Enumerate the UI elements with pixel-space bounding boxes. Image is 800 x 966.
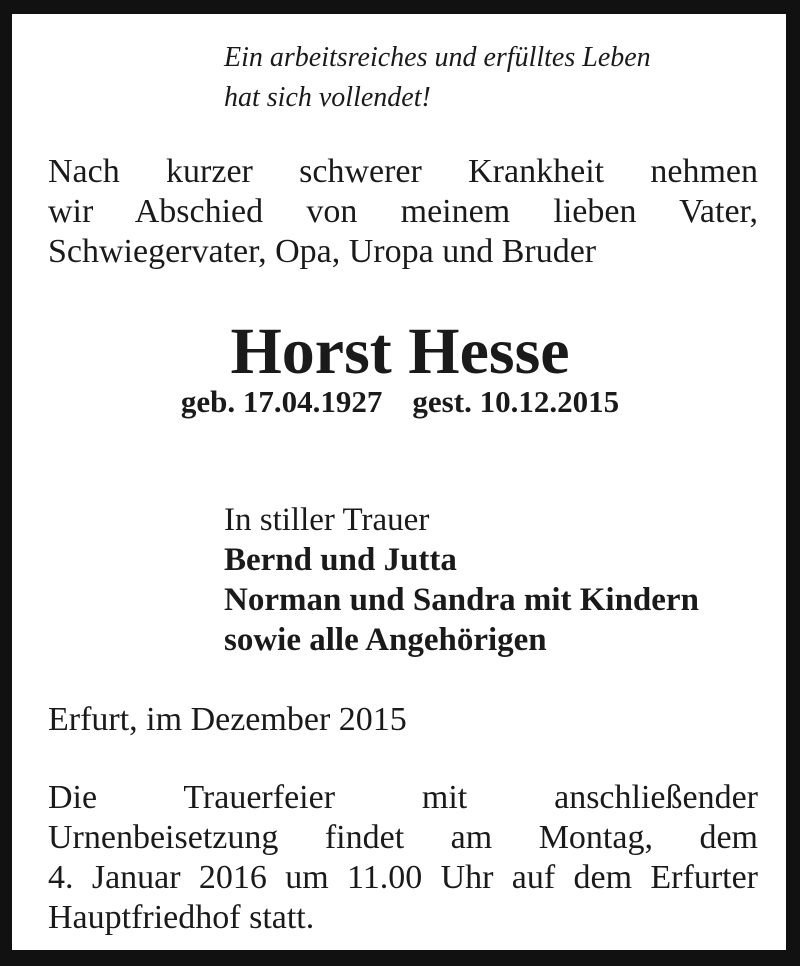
funeral-line: Urnenbeisetzung findet am Montag, dem	[48, 819, 758, 856]
birth-date: geb. 17.04.1927	[180, 384, 383, 419]
intro-line: wir Abschied von meinem lieben Vater,	[48, 193, 758, 230]
funeral-line: Hauptfriedhof statt.	[48, 899, 315, 936]
deceased-name: Horst Hesse	[230, 315, 570, 388]
motto-line: hat sich vollendet!	[224, 82, 431, 113]
mourning-phrase: In stiller Trauer	[224, 502, 430, 538]
signer-line: Norman und Sandra mit Kindern	[224, 582, 699, 618]
funeral-line: Die Trauerfeier mit anschließender	[48, 779, 758, 816]
motto-line: Ein arbeitsreiches und erfülltes Leben	[224, 42, 651, 73]
signer-line: Bernd und Jutta	[224, 542, 457, 578]
intro-text	[48, 152, 758, 272]
life-dates	[0, 382, 800, 422]
intro-line: Schwiegervater, Opa, Uropa und Bruder	[48, 233, 597, 270]
intro-line: Nach kurzer schwerer Krankheit nehmen	[48, 153, 758, 190]
death-date: gest. 10.12.2015	[412, 384, 620, 419]
signer-line: sowie alle Angehörigen	[224, 622, 547, 658]
place-date: Erfurt, im Dezember 2015	[48, 701, 407, 738]
motto	[224, 38, 651, 118]
mourners-block	[224, 500, 699, 660]
funeral-line: 4. Januar 2016 um 11.00 Uhr auf dem Erfurter	[48, 859, 758, 896]
funeral-info	[48, 778, 758, 938]
